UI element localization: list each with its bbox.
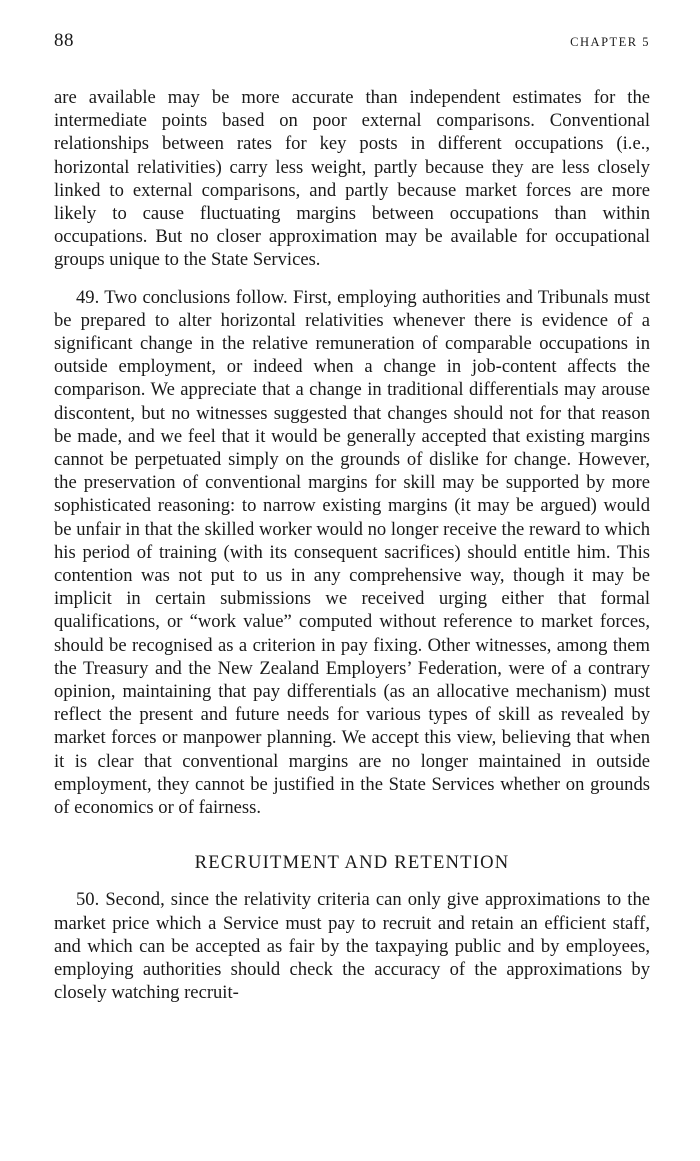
running-head	[54, 30, 650, 54]
section-heading: RECRUITMENT AND RETENTION	[194, 852, 510, 874]
chapter-label: CHAPTER 5	[570, 35, 650, 49]
paragraph-continuation: are available may be more accurate than independent estimates for the intermediate points based on poor external comparisons. Conventional relationships between rates for key posts in different occupations (i.e., horizontal relativities) carry less weight, partly because they are less closely linked to external comparisons, and partly because market forces are more likely to cause fluctuating margins between occupations than within occupations. But no closer approximation may be available for occupational groups unique to the State Services.	[54, 87, 650, 271]
page-number: 88	[54, 30, 74, 51]
paragraph-49: 49. Two conclusions follow. First, employing authorities and Tribunals must be prepared to alter horizontal relativities whenever there is evidence of a significant change in the relative remuneration of comparable occupations in outside employment, or indeed when a change in job-content affects the comparison. We appreciate that a change in traditional differentials may arouse discontent, but no witnesses suggested that changes should not for that reason be made, and we feel that it would be generally accepted that existing margins cannot be perpetuated simply on the grounds of dislike for change. However, the preservation of conventional margins for skill may be supported by more sophisticated reasoning: to narrow existing margins (it may be argued) would be unfair in that the skilled worker would no longer receive the reward to which his period of training (with its consequent sacrifices) should entitle him. This contention was not put to us in any comprehensive way, though it may be implicit in certain submissions we received urging either that formal qualifications, or “work value” computed without reference to market forces, should be recognised as a criterion in pay fixing. Other witnesses, among them the Treasury and the New Zealand Employers’ Federation, were of a contrary opinion, maintaining that pay differentials (as an allocative mechanism) must reflect the present and future needs for various types of skill as revealed by market forces or manpower planning. We accept this view, believing that when it is clear that conventional margins are no longer maintained in outside employment, they cannot be justified in the State Services whether on grounds of economics or of fairness.	[54, 286, 650, 819]
body-text	[54, 86, 650, 1004]
paragraph-50: 50. Second, since the relativity criteria can only give approximations to the market price which a Service must pay to recruit and retain an efficient staff, and which can be accepted as fair by the taxpaying public and by employees, employing authorities should check the accuracy of the approximations by closely watching recruit-	[54, 889, 650, 1004]
